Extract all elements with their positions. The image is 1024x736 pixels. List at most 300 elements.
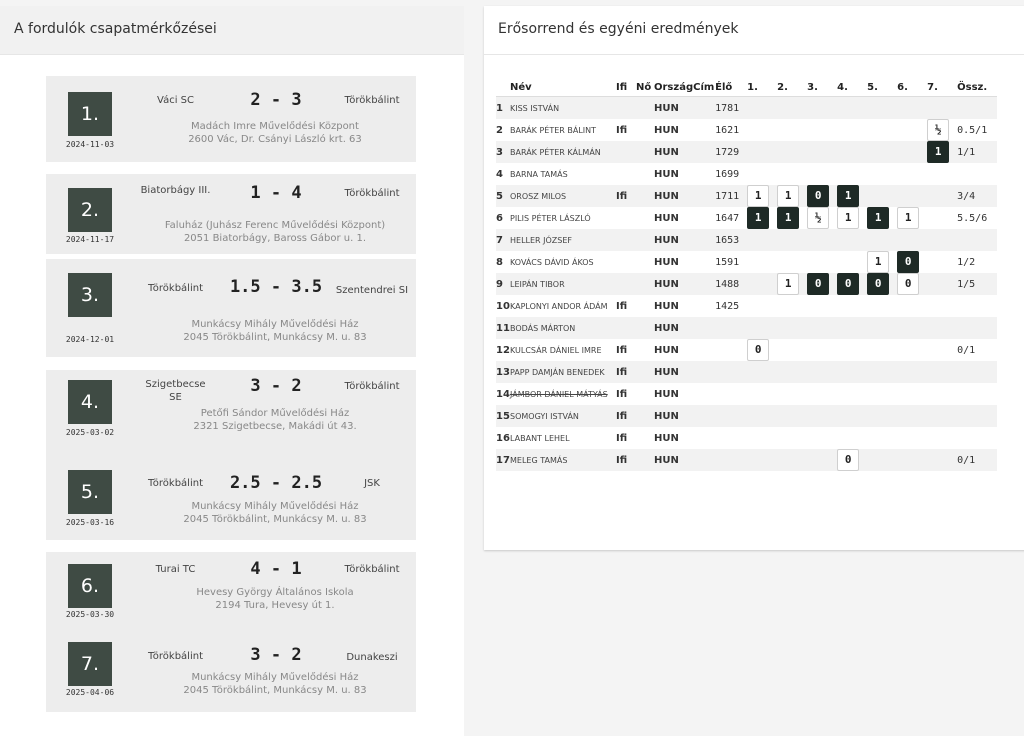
table-row[interactable] [496,449,997,471]
country: HUN [654,168,679,180]
round-result-cell [807,207,837,229]
lineup-panel [484,6,1024,550]
match-card[interactable] [46,626,416,712]
player-name[interactable]: BARÁK PÉTER KÁLMÁN [510,141,616,163]
round-result-cell [777,361,807,383]
total-score [957,405,997,427]
home-team: Törökbálint [147,651,203,662]
round-result-cell [837,97,867,120]
player-name[interactable]: HELLER JÓZSEF [510,229,616,251]
round-number: 7. [68,642,112,686]
home-team: Törökbálint [147,478,203,489]
round-number: 2. [68,188,112,232]
round-result-cell [837,251,867,273]
round-result-cell [807,317,837,339]
round-result-cell [747,251,777,273]
round-result-cell [927,185,957,207]
venue-address: 2045 Törökbálint, Munkácsy M. u. 83 [183,332,367,343]
round-result-cell [897,119,927,141]
female-flag [636,119,654,141]
round-result-cell [747,273,777,295]
column-header: 7. [927,78,957,97]
title [693,295,715,317]
round-result-cell [897,251,927,273]
junior-flag [616,317,636,339]
away-team: Törökbálint [344,381,400,392]
player-name[interactable]: KOVÁCS DÁVID ÁKOS [510,257,594,267]
home-team: Törökbálint [147,283,203,294]
round-result-cell [927,339,957,361]
result-badge: 0 [867,273,889,295]
title [693,163,715,185]
round-result-cell [747,119,777,141]
match-card[interactable] [46,259,416,357]
title [693,141,715,163]
player-name[interactable]: BARÁK PÉTER BÁLINT [510,125,597,135]
round-number: 4. [68,380,112,424]
player-name[interactable]: OROSZ MILOS [510,185,616,207]
total-score [957,361,997,383]
total-score [957,97,997,120]
rank-number: 15 [496,405,510,427]
result-badge: 1 [837,207,859,229]
country: HUN [654,124,679,136]
total-score: 0/1 [957,449,997,471]
result-badge: 1 [747,207,769,229]
round-result-cell [807,229,837,251]
round-result-cell [807,163,837,185]
total-score [957,295,997,317]
round-result-cell [747,229,777,251]
venue-address: 2051 Biatorbágy, Baross Gábor u. 1. [183,233,367,244]
match-card[interactable] [46,76,416,162]
female-flag [636,273,654,295]
table-row[interactable] [496,119,997,141]
round-result-cell [807,97,837,120]
home-team: Biatorbágy III. [140,185,211,196]
match-card[interactable] [46,552,416,632]
rank-number: 11 [496,317,510,339]
player-name[interactable]: JÁMBOR DÁNIEL MÁTYÁS [510,389,608,399]
round-result-cell [747,383,777,405]
round-result-cell [807,427,837,449]
away-team: Dunakeszi [346,652,398,663]
round-result-cell [927,383,957,405]
table-row[interactable] [496,207,997,229]
match-card[interactable] [46,174,416,254]
away-team: Törökbálint [344,95,400,106]
rank-number: 10 [496,300,510,312]
total-score: 0.5/1 [957,124,988,136]
column-header: Cím [693,78,715,97]
total-score: 3/4 [957,185,997,207]
round-number: 3. [68,273,112,317]
column-header: 1. [747,78,777,97]
player-name[interactable]: LEIPÁN TIBOR [510,273,616,295]
round-result-cell [867,207,897,229]
round-result-cell [807,449,837,471]
round-result-cell [867,141,897,163]
round-result-cell [837,449,867,471]
panel-divider [464,0,484,726]
round-result-cell [807,405,837,427]
round-result-cell [897,361,927,383]
rank-number: 6 [496,212,503,224]
rank-number: 1 [496,97,510,120]
junior-flag: Ifi [616,124,628,136]
round-result-cell [927,229,957,251]
junior-flag [616,207,636,229]
round-result-cell [837,339,867,361]
round-result-cell [747,361,777,383]
venue-name: Munkácsy Mihály Művelődési Ház [191,672,359,683]
round-result-cell [747,163,777,185]
round-result-cell [927,273,957,295]
total-score [957,317,997,339]
result-badge: ½ [807,207,829,229]
table-row[interactable] [496,141,997,163]
round-result-cell [807,273,837,295]
round-number: 6. [68,564,112,608]
elo-rating [715,361,747,383]
round-result-cell [747,427,777,449]
player-name[interactable]: MELEG TAMÁS [510,449,616,471]
rank-number: 3 [496,141,510,163]
result-badge: 1 [777,273,799,295]
round-result-cell [867,405,897,427]
round-result-cell [897,405,927,427]
round-result-cell [777,141,807,163]
title [693,317,715,339]
round-result-cell [837,119,867,141]
country: HUN [654,212,679,224]
round-result-cell [837,405,867,427]
country: HUN [654,273,693,295]
junior-flag: Ifi [616,388,628,400]
round-result-cell [747,185,777,207]
female-flag [636,361,654,383]
country: HUN [654,432,679,444]
country: HUN [654,229,693,251]
rank-number: 14 [496,388,510,400]
round-result-cell [777,383,807,405]
result-badge: 1 [837,185,859,207]
result-badge: 0 [837,449,859,471]
column-header: 6. [897,78,927,97]
round-result-cell [897,339,927,361]
table-row[interactable] [496,273,997,295]
junior-flag [616,141,636,163]
match-date: 2025-03-16 [65,518,115,527]
elo-rating: 1711 [715,185,747,207]
result-badge: 1 [927,141,949,163]
round-result-cell [927,317,957,339]
result-badge: 1 [747,185,769,207]
round-result-cell [867,119,897,141]
column-header: Élő [715,78,747,97]
female-flag [636,163,654,185]
player-name[interactable]: KULCSÁR DÁNIEL IMRE [510,345,602,355]
country: HUN [654,185,693,207]
country: HUN [654,97,693,120]
junior-flag [616,229,636,251]
player-name[interactable]: SOMOGYI ISTVÁN [510,405,616,427]
result-badge: 1 [867,251,889,273]
elo-rating: 1781 [715,97,747,120]
female-flag [636,383,654,405]
match-score: 3 - 2 [250,645,302,665]
match-card[interactable] [46,454,416,540]
venue-name: Madách Imre Művelődési Központ [191,121,359,132]
female-flag [636,449,654,471]
round-result-cell [867,361,897,383]
elo-rating: 1488 [715,273,747,295]
result-badge: 0 [897,273,919,295]
total-score: 5.5/6 [957,212,988,224]
rank-number: 13 [496,361,510,383]
match-date: 2024-11-03 [65,140,115,149]
table-row[interactable] [496,317,997,339]
female-flag [636,405,654,427]
round-result-cell [777,317,807,339]
total-score [957,383,997,405]
round-result-cell [927,251,957,273]
round-result-cell [807,185,837,207]
round-result-cell [747,207,777,229]
player-name[interactable]: BARNA TAMÁS [510,169,568,179]
round-result-cell [867,449,897,471]
round-result-cell [777,185,807,207]
female-flag [636,317,654,339]
rank-number: 9 [496,273,510,295]
column-header: 5. [867,78,897,97]
round-result-cell [837,273,867,295]
match-date: 2025-03-30 [65,610,115,619]
rounds-panel-title: A fordulók csapatmérkőzései [0,6,464,55]
round-result-cell [867,97,897,120]
result-badge: 1 [777,185,799,207]
junior-flag [616,97,636,120]
female-flag [636,427,654,449]
country: HUN [654,141,693,163]
round-result-cell [747,141,777,163]
match-date: 2024-12-01 [65,335,115,344]
column-header: Össz. [957,78,997,97]
title [693,229,715,251]
round-result-cell [777,405,807,427]
junior-flag: Ifi [616,300,628,312]
junior-flag: Ifi [616,449,636,471]
table-row[interactable] [496,361,997,383]
title [693,97,715,120]
round-result-cell [837,229,867,251]
country: HUN [654,388,679,400]
elo-rating [715,339,747,361]
country: HUN [654,361,693,383]
column-header [496,78,510,97]
venue-address: 2194 Tura, Hevesy út 1. [215,600,335,611]
round-result-cell [777,119,807,141]
player-name[interactable]: BODÁS MÁRTON [510,317,616,339]
round-result-cell [897,207,927,229]
round-result-cell [837,295,867,317]
player-name[interactable]: PAPP DAMJÁN BENEDEK [510,361,616,383]
round-result-cell [777,229,807,251]
female-flag [636,295,654,317]
total-score: 1/1 [957,141,997,163]
table-row[interactable] [496,185,997,207]
player-name[interactable]: KISS ISTVÁN [510,97,616,120]
title [693,427,715,449]
home-team: Turai TC [155,564,196,575]
round-result-cell [867,295,897,317]
venue-name: Petőfi Sándor Művelődési Ház [200,408,350,419]
round-result-cell [777,427,807,449]
column-header: 3. [807,78,837,97]
country: HUN [654,256,679,268]
table-row[interactable] [496,339,997,361]
result-badge: 0 [807,273,829,295]
round-result-cell [777,251,807,273]
title [693,405,715,427]
elo-rating [715,427,747,449]
round-result-cell [807,295,837,317]
female-flag [636,97,654,120]
table-row[interactable] [496,383,997,405]
elo-rating: 1425 [715,300,740,312]
table-row[interactable] [496,97,997,120]
match-date: 2024-11-17 [65,235,115,244]
total-score [957,163,997,185]
country: HUN [654,317,693,339]
round-result-cell [927,361,957,383]
result-badge: 1 [777,207,799,229]
round-result-cell [867,229,897,251]
round-result-cell [837,427,867,449]
round-result-cell [867,339,897,361]
total-score: 1/5 [957,273,997,295]
country: HUN [654,344,679,356]
title [693,207,715,229]
elo-rating [715,405,747,427]
table-row[interactable] [496,427,997,449]
round-result-cell [897,229,927,251]
venue-name: Hevesy György Általános Iskola [196,587,354,598]
column-header: Ország [654,78,693,97]
junior-flag: Ifi [616,405,636,427]
round-result-cell [807,119,837,141]
column-header: 2. [777,78,807,97]
round-result-cell [807,141,837,163]
match-score: 2 - 3 [250,90,302,110]
lineup-panel-title: Erősorrend és egyéni eredmények [484,6,1024,55]
table-row[interactable] [496,251,997,273]
elo-rating: 1591 [715,256,740,268]
junior-flag: Ifi [616,185,636,207]
away-team: Törökbálint [344,188,400,199]
results-table [496,78,997,471]
away-team: JSK [364,478,380,489]
female-flag [636,251,654,273]
round-result-cell [927,163,957,185]
female-flag [636,339,654,361]
venue-name: Munkácsy Mihály Művelődési Ház [191,319,359,330]
round-result-cell [837,361,867,383]
table-row[interactable] [496,229,997,251]
round-result-cell [867,273,897,295]
total-score [957,229,997,251]
home-team: Szigetbecse SE [145,379,206,403]
round-result-cell [807,383,837,405]
match-score: 2.5 - 2.5 [229,473,323,493]
round-result-cell [927,97,957,120]
female-flag [636,229,654,251]
column-header: Név [510,78,616,97]
round-result-cell [867,383,897,405]
round-result-cell [897,97,927,120]
elo-rating [715,317,747,339]
round-result-cell [897,273,927,295]
result-badge: 0 [747,339,769,361]
result-badge: 1 [867,207,889,229]
country: HUN [654,405,693,427]
title [693,383,715,405]
junior-flag [616,163,636,185]
round-number: 1. [68,92,112,136]
elo-rating: 1647 [715,212,740,224]
table-row[interactable] [496,163,997,185]
table-row[interactable] [496,295,997,317]
female-flag [636,141,654,163]
round-result-cell [777,207,807,229]
venue-address: 2045 Törökbálint, Munkácsy M. u. 83 [183,514,367,525]
total-score [957,427,997,449]
round-result-cell [897,383,927,405]
round-result-cell [927,449,957,471]
round-result-cell [777,449,807,471]
rank-number: 5 [496,185,510,207]
round-result-cell [747,339,777,361]
title [693,273,715,295]
round-result-cell [747,317,777,339]
player-name[interactable]: LABANT LEHEL [510,433,570,443]
player-name[interactable]: KAPLONYI ANDOR ÁDÁM [510,301,608,311]
match-date: 2025-04-06 [65,688,115,697]
table-row[interactable] [496,405,997,427]
round-result-cell [777,339,807,361]
venue-address: 2045 Törökbálint, Munkácsy M. u. 83 [183,685,367,696]
title [693,339,715,361]
match-score: 3 - 2 [250,376,302,396]
round-result-cell [867,251,897,273]
result-badge: 0 [837,273,859,295]
match-date: 2025-03-02 [65,428,115,437]
round-result-cell [777,295,807,317]
title [693,361,715,383]
junior-flag [616,273,636,295]
venue-address: 2321 Szigetbecse, Makádi út 43. [193,421,357,432]
title [693,185,715,207]
title [693,251,715,273]
round-result-cell [837,207,867,229]
match-score: 4 - 1 [250,559,302,579]
round-result-cell [837,317,867,339]
column-header: Ifi [616,78,636,97]
player-name[interactable]: PILIS PÉTER LÁSZLÓ [510,213,591,223]
country: HUN [654,449,693,471]
title [693,449,715,471]
match-card[interactable] [46,370,416,456]
